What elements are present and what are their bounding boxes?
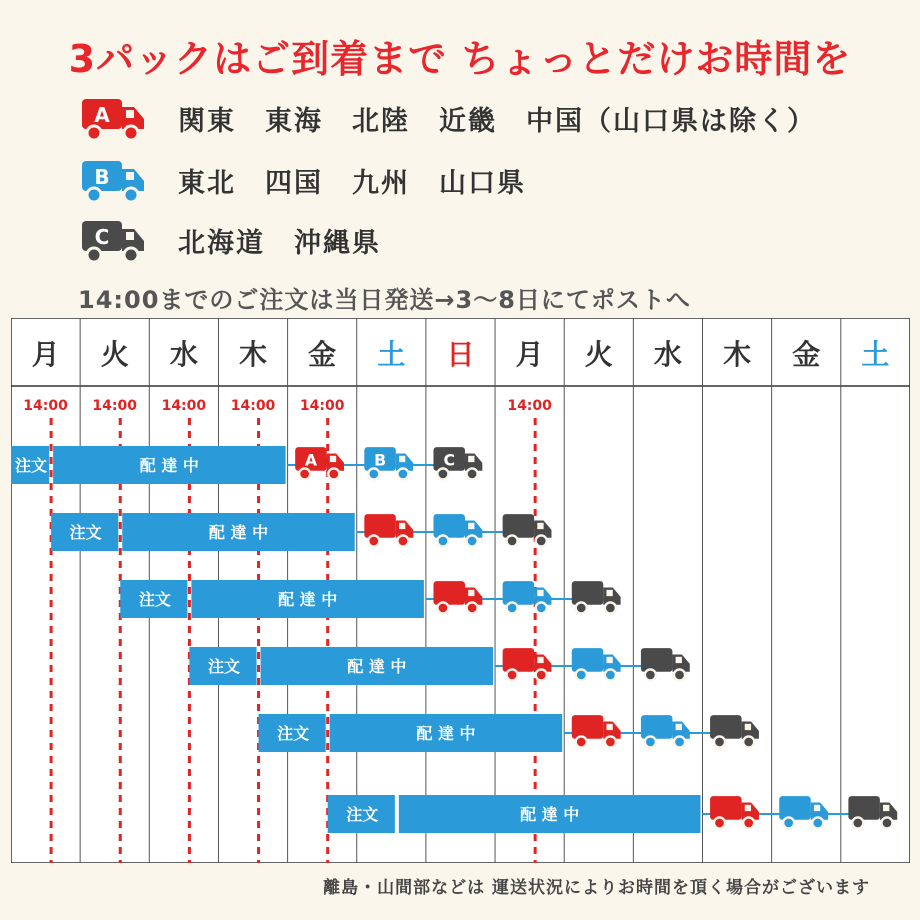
order-label: 注文: [15, 456, 48, 475]
day-header: 水: [653, 338, 682, 371]
truck-c-icon: [80, 215, 146, 265]
delivery-label: 配 達 中: [139, 456, 199, 475]
cutoff-label: 14:00: [507, 398, 552, 414]
day-header: 木: [239, 338, 268, 371]
day-header: 木: [723, 338, 752, 371]
legend-regions-a: 関東 東海 北陸 近畿 中国（山口県は除く）: [178, 105, 816, 137]
shipping-note: 14:00までのご注文は当日発送→3〜8日にてポストへ: [78, 286, 691, 314]
legend-item-a: [80, 90, 816, 146]
truck-a-icon: [80, 93, 146, 143]
legend-item-c: [80, 212, 381, 268]
day-header: 火: [100, 338, 129, 371]
day-header: 金: [308, 338, 337, 371]
legend-item-b: [80, 152, 526, 208]
day-header: 日: [446, 338, 475, 371]
svg-text:C: C: [94, 225, 110, 249]
order-label: 注文: [207, 657, 240, 676]
order-label: 注文: [277, 724, 310, 743]
footer-note: 離島・山間部などは 運送状況によりお時間を頂く場合がございます: [323, 878, 870, 898]
svg-text:C: C: [443, 450, 456, 470]
cutoff-label: 14:00: [161, 398, 207, 414]
day-header: 月: [31, 338, 60, 371]
svg-text:B: B: [374, 450, 387, 470]
cutoff-label: 14:00: [92, 398, 138, 414]
day-header: 土: [861, 338, 890, 371]
order-label: 注文: [138, 590, 171, 609]
day-header: 金: [792, 338, 821, 371]
order-label: 注文: [69, 523, 102, 542]
delivery-calendar: [11, 318, 910, 863]
legend-regions-c: 北海道 沖縄県: [178, 227, 381, 259]
truck-b-shape: [82, 161, 144, 202]
truck-b-icon: [80, 155, 146, 205]
delivery-label: 配 達 中: [208, 523, 269, 542]
delivery-label: 配 達 中: [278, 590, 338, 609]
day-header: 月: [515, 338, 544, 371]
truck-a-shape: [82, 99, 144, 140]
page-title: 3パックはご到着まで ちょっとだけお時間を: [68, 37, 852, 81]
day-header: 水: [169, 338, 198, 371]
delivery-label: 配 達 中: [416, 724, 476, 743]
legend-regions-b: 東北 四国 九州 山口県: [178, 167, 526, 199]
truck-c-shape: [82, 221, 144, 262]
delivery-label: 配 達 中: [347, 657, 407, 676]
order-label: 注文: [346, 805, 379, 824]
day-header: 火: [584, 338, 613, 371]
cutoff-label: 14:00: [299, 398, 345, 414]
svg-text:A: A: [94, 103, 110, 127]
cutoff-label: 14:00: [23, 398, 68, 414]
cutoff-label: 14:00: [230, 398, 276, 414]
delivery-label: 配 達 中: [520, 805, 580, 824]
svg-text:B: B: [94, 165, 110, 189]
day-header: 土: [377, 338, 406, 371]
svg-text:A: A: [304, 450, 318, 470]
